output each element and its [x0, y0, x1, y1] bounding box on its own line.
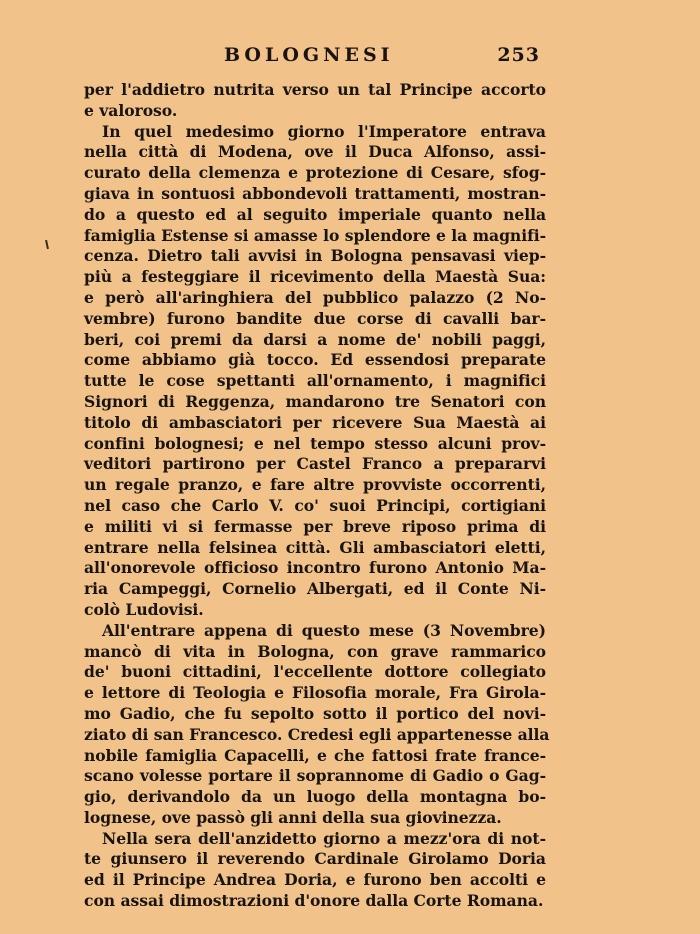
running-title: BOLOGNESI — [224, 44, 394, 66]
text-line: e lettore di Teologia e Filosofia morale, Fra Girola- — [84, 683, 546, 703]
text-line: un regale pranzo, e fare altre provviste occorrenti, — [84, 475, 546, 495]
text-line: de' buoni cittadini, l'eccellente dottore collegiato — [84, 662, 546, 682]
text-line: gio, derivandolo da un luogo della montagna bo- — [84, 787, 546, 807]
margin-mark — [45, 240, 49, 249]
text-line: mancò di vita in Bologna, con grave rammarico — [84, 641, 546, 661]
text-line: come abbiamo già tocco. Ed essendosi preparate — [84, 350, 546, 370]
text-line: veditori partirono per Castel Franco a prepararvi — [84, 454, 546, 474]
text-line: per l'addietro nutrita verso un tal Principe accorto — [84, 80, 546, 99]
text-line: ria Campeggi, Cornelio Albergati, ed il Conte Ni- — [84, 579, 546, 599]
body-text — [84, 80, 550, 912]
text-line: nobile famiglia Capacelli, e che fattosi frate france- — [84, 745, 546, 765]
text-line: titolo di ambasciatori per ricevere Sua Maestà ai — [84, 412, 546, 432]
text-line: nella città di Modena, ove il Duca Alfonso, assi- — [84, 142, 546, 162]
paragraph-first-line: Nella sera dell'anzidetto giorno a mezz'ora di not- — [102, 828, 546, 848]
text-line: Signori di Reggenza, mandarono tre Senatori con — [84, 391, 546, 411]
text-line: ed il Principe Andrea Doria, e furono ben accolti e — [84, 870, 546, 890]
text-line: confini bolognesi; e nel tempo stesso alcuni prov- — [84, 433, 546, 453]
text-line: entrare nella felsinea città. Gli ambasciatori eletti, — [84, 537, 546, 557]
text-line: famiglia Estense si amasse lo splendore e la magnifi- — [84, 225, 547, 245]
text-line: te giunsero il reverendo Cardinale Girolamo Doria — [84, 849, 546, 869]
text-line: e però all'aringhiera del pubblico palazzo (2 No- — [84, 287, 546, 307]
paragraph-first-line: All'entrare appena di questo mese (3 Novembre) — [102, 620, 546, 640]
text-line: più a festeggiare il ricevimento della Maestà Sua: — [84, 267, 546, 287]
page-header — [84, 44, 540, 68]
text-line: mo Gadio, che fu sepolto sotto il portico del novi- — [84, 703, 546, 723]
text-line: lognese, ove passò gli anni della sua giovinezza. — [84, 807, 502, 827]
page-number: 253 — [497, 44, 540, 66]
text-line: con assai dimostrazioni d'onore dalla Corte Romana. — [84, 891, 544, 911]
text-line: colò Ludovisi. — [84, 599, 204, 619]
text-line: tutte le cose spettanti all'ornamento, i magnifici — [84, 371, 546, 391]
paragraph-first-line: In quel medesimo giorno l'Imperatore entrava — [102, 121, 546, 141]
text-line: e valoroso. — [84, 100, 178, 120]
text-line: e militi vi si fermasse per breve riposo prima di — [84, 516, 546, 536]
text-line: ziato di san Francesco. Credesi egli appartenesse alla — [84, 724, 550, 744]
text-line: curato della clemenza e protezione di Cesare, sfog- — [84, 163, 546, 183]
text-line: do a questo ed al seguito imperiale quanto nella — [84, 204, 546, 224]
text-line: vembre) furono bandite due corse di cavalli bar- — [84, 308, 546, 328]
text-line: scano volesse portare il soprannome di Gadio o Gag- — [84, 766, 546, 786]
text-line: cenza. Dietro tali avvisi in Bologna pensavasi viep- — [84, 246, 546, 266]
text-line: giava in sontuosi abbondevoli trattamenti, mostran- — [84, 183, 546, 203]
text-line: all'onorevole officioso incontro furono Antonio Ma- — [84, 558, 546, 578]
text-line: nel caso che Carlo V. co' suoi Principi, cortigiani — [84, 495, 546, 515]
text-line: beri, coi premi da darsi a nome de' nobili paggi, — [84, 329, 546, 349]
